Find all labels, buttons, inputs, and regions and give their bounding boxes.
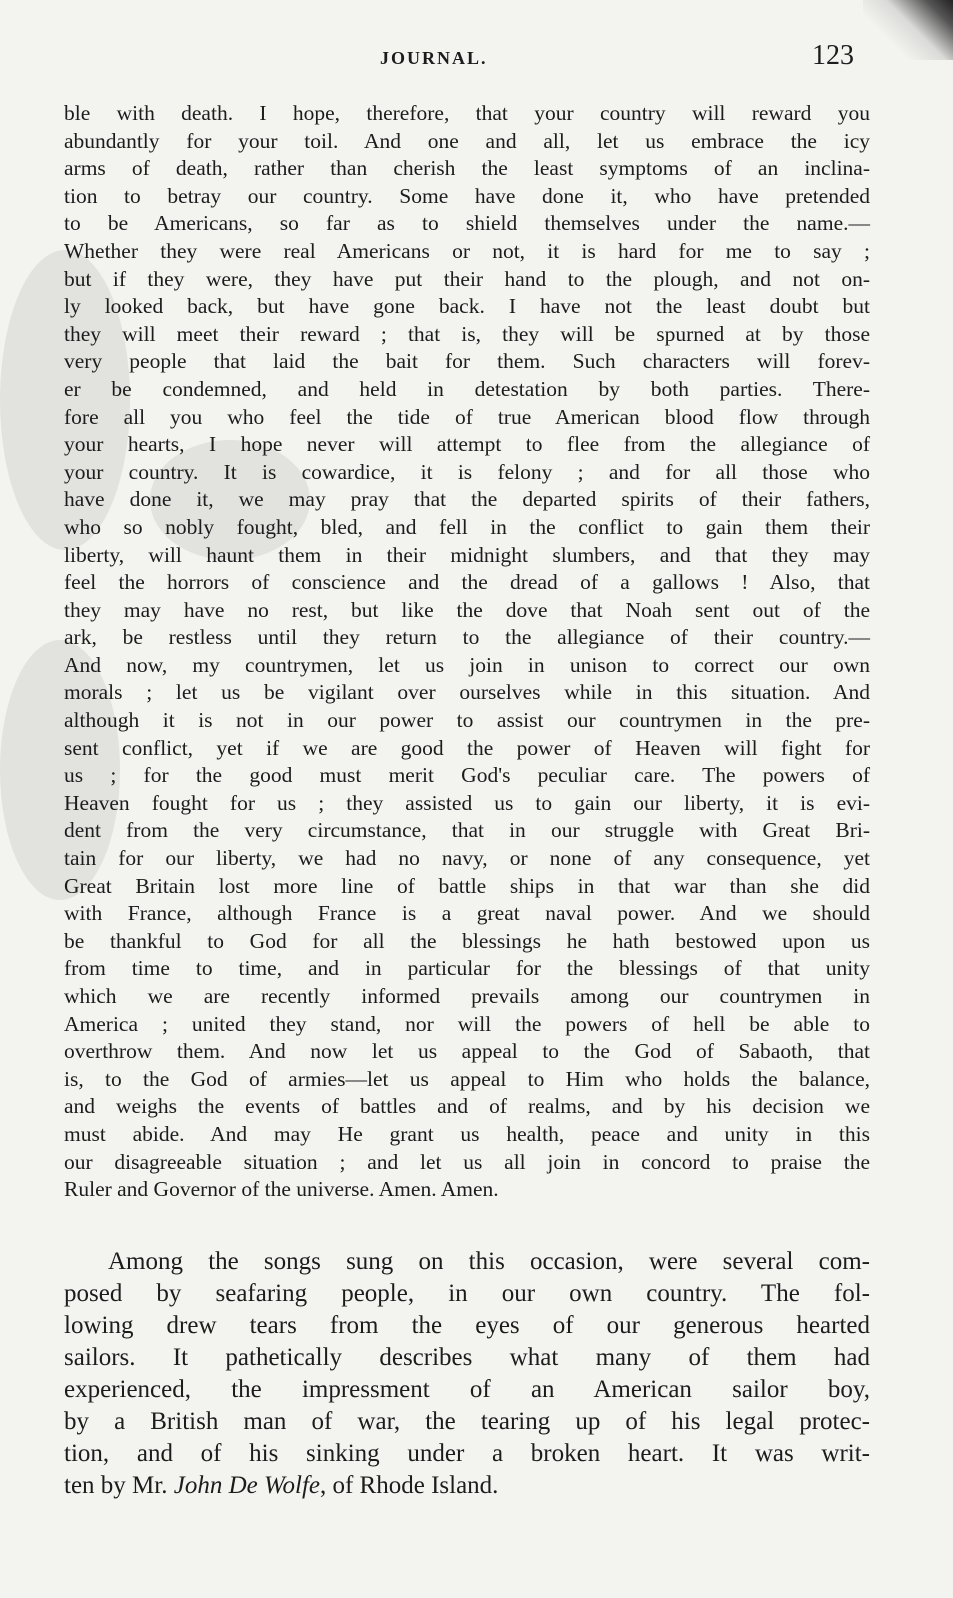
- page-number: 123: [812, 40, 854, 71]
- text-line: Whether they were real Americans or not, it is hard for me to say ;: [64, 238, 870, 263]
- text-line: fore all you who feel the tide of true American blood flow through: [64, 404, 870, 429]
- author-name: John De Wolfe: [173, 1472, 320, 1499]
- text-line: er be condemned, and held in detestation by both parties. There-: [64, 376, 870, 401]
- text-line: Heaven fought for us ; they assisted us to gain our liberty, it is evi-: [64, 790, 870, 815]
- text-line: have done it, we may pray that the departed spirits of their fathers,: [64, 487, 870, 512]
- text-line: dent from the very circumstance, that in our struggle with Great Bri-: [64, 818, 870, 843]
- song-introduction: [64, 1246, 870, 1502]
- intro-final-suffix: , of Rhode Island.: [319, 1472, 499, 1499]
- text-line: very people that laid the bait for them. Such characters will forev-: [64, 349, 870, 374]
- text-line: us ; for the good must merit God's peculiar care. The powers of: [64, 763, 870, 788]
- text-line: they will meet their reward ; that is, they will be spurned at by those: [64, 321, 870, 346]
- text-line: abundantly for your toil. And one and all, let us embrace the icy: [64, 128, 870, 153]
- text-line: Great Britain lost more line of battle ships in that war than she did: [64, 873, 870, 898]
- page-header: [0, 40, 953, 76]
- intro-line: by a British man of war, the tearing up of his legal protec-: [64, 1408, 870, 1435]
- text-line: from time to time, and in particular for the blessings of that unity: [64, 956, 870, 981]
- text-line: tain for our liberty, we had no navy, or none of any consequence, yet: [64, 846, 870, 871]
- running-head: JOURNAL.: [380, 48, 488, 68]
- text-line: overthrow them. And now let us appeal to the God of Sabaoth, that: [64, 1039, 870, 1064]
- text-line: arms of death, rather than cherish the least symptoms of an inclina-: [64, 156, 870, 181]
- text-line: tion to betray our country. Some have done it, who have pretended: [64, 183, 870, 208]
- text-line: and weighs the events of battles and of realms, and by his decision we: [64, 1094, 870, 1119]
- text-line: must abide. And may He grant us health, peace and unity in this: [64, 1121, 870, 1146]
- speech-text-block: [64, 100, 870, 1204]
- text-line: although it is not in our power to assist our countrymen in the pre-: [64, 708, 870, 733]
- text-line: be thankful to God for all the blessings he hath bestowed upon us: [64, 928, 870, 953]
- text-line: Ruler and Governor of the universe. Amen. Amen.: [64, 1177, 499, 1202]
- intro-line: posed by seafaring people, in our own country. The fol-: [64, 1280, 870, 1307]
- text-line: our disagreeable situation ; and let us all join in concord to praise the: [64, 1149, 870, 1174]
- text-line: but if they were, they have put their hand to the plough, and not on-: [64, 266, 870, 291]
- intro-line: lowing drew tears from the eyes of our generous hearted: [64, 1312, 870, 1339]
- text-line: who so nobly fought, bled, and fell in the conflict to gain them their: [64, 514, 870, 539]
- text-line: morals ; let us be vigilant over ourselves while in this situation. And: [64, 680, 870, 705]
- text-line: feel the horrors of conscience and the dread of a gallows ! Also, that: [64, 570, 870, 595]
- text-line: America ; united they stand, nor will the powers of hell be able to: [64, 1011, 870, 1036]
- text-line: to be Americans, so far as to shield themselves under the name.—: [64, 211, 870, 236]
- intro-line-final: [64, 1470, 870, 1502]
- text-line: sent conflict, yet if we are good the power of Heaven will fight for: [64, 735, 870, 760]
- text-line: ble with death. I hope, therefore, that your country will reward you: [64, 101, 870, 125]
- text-line: And now, my countrymen, let us join in unison to correct our own: [64, 652, 870, 677]
- text-line: with France, although France is a great naval power. And we should: [64, 901, 870, 926]
- text-line: your hearts, I hope never will attempt to flee from the allegiance of: [64, 432, 870, 457]
- intro-final-prefix: ten by Mr.: [64, 1472, 174, 1499]
- text-line: your country. It is cowardice, it is felony ; and for all those who: [64, 459, 870, 484]
- intro-line: experienced, the impressment of an American sailor boy,: [64, 1376, 870, 1403]
- intro-line: tion, and of his sinking under a broken heart. It was writ-: [64, 1440, 870, 1467]
- text-line: they may have no rest, but like the dove that Noah sent out of the: [64, 597, 870, 622]
- text-line: is, to the God of armies—let us appeal to Him who holds the balance,: [64, 1066, 870, 1091]
- intro-line: Among the songs sung on this occasion, were several com-: [108, 1248, 870, 1275]
- intro-line: sailors. It pathetically describes what many of them had: [64, 1344, 870, 1371]
- text-line: ly looked back, but have gone back. I have not the least doubt but: [64, 294, 870, 319]
- text-line: ark, be restless until they return to the allegiance of their country.—: [64, 625, 870, 650]
- text-line: which we are recently informed prevails among our countrymen in: [64, 984, 870, 1008]
- text-line: liberty, will haunt them in their midnight slumbers, and that they may: [64, 542, 870, 567]
